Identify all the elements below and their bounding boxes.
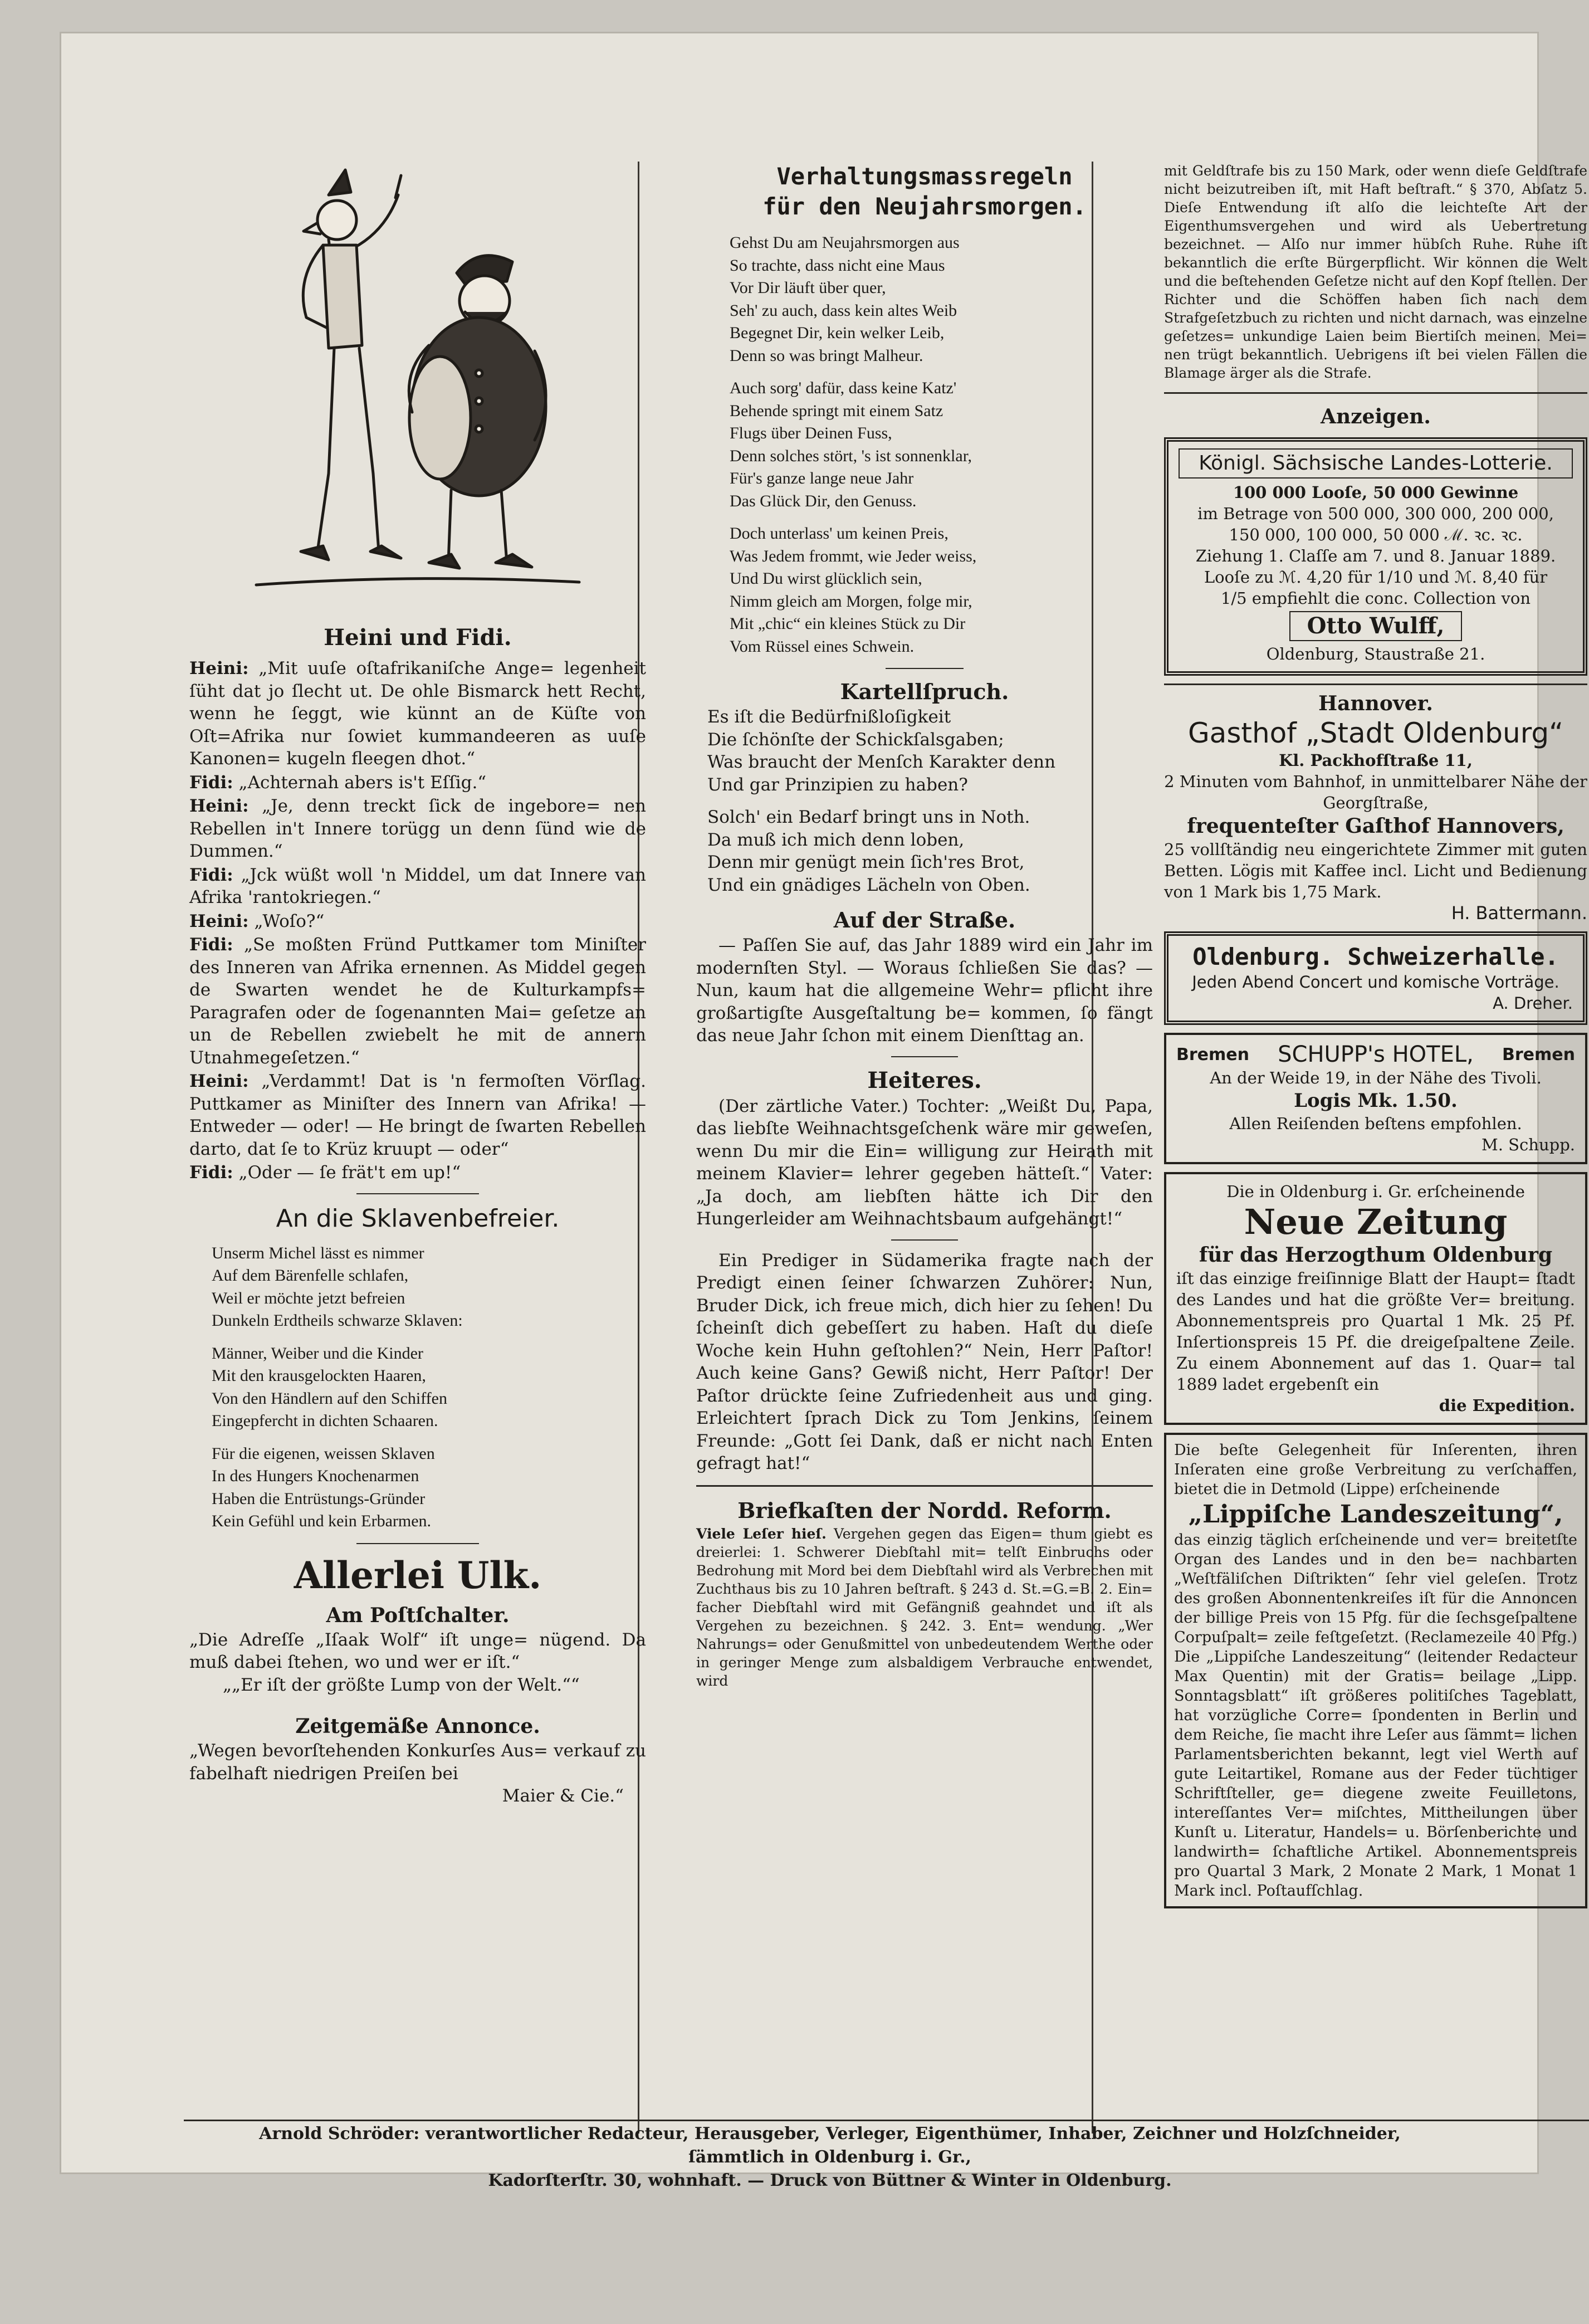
- dialogue-text: „Mit uuſe oſtafrikaniſche Ange= legenheit ſüht dat jo ſlecht ut. De ohle Bismarck hett Recht, wenn he ſeggt, wie künnt an de Küſte von Oſt=Afrika nur ſowiet kummandeeren as uuſe Kanonen= kugeln fleegen dhot.“: [189, 658, 646, 769]
- dialogue-line: [189, 910, 646, 933]
- lotterie-addr: Oldenburg, Staustraße 21.: [1266, 645, 1485, 663]
- poem-sklaven: [212, 1242, 646, 1533]
- lotterie-line: Ziehung 1. Claſſe am 7. und 8. Januar 1889.: [1195, 546, 1556, 565]
- dialogue-line: [189, 795, 646, 863]
- dialogue-speaker: Heini:: [189, 911, 249, 931]
- verse-line: Doch unterlass' um keinen Preis,: [730, 524, 948, 543]
- stanza: [707, 806, 1153, 896]
- annonce-sign: Maier & Cie.“: [502, 1786, 624, 1806]
- divider: [356, 1193, 479, 1194]
- dialogue-line: [189, 1161, 646, 1184]
- footer-imprint: [217, 2122, 1443, 2193]
- lotterie-line: 100 000 Looſe, 50 000 Gewinne: [1233, 483, 1519, 502]
- stanza: [707, 706, 1153, 796]
- dialogue-speaker: Fidi:: [189, 865, 233, 885]
- verse-line: Denn so was bringt Malheur.: [730, 346, 923, 365]
- stanza: [212, 1342, 646, 1433]
- verse-line: Für die eigenen, weissen Sklaven: [212, 1444, 435, 1463]
- verse-line: Gehst Du am Neujahrsmorgen aus: [730, 233, 960, 252]
- schupp-city: Bremen: [1502, 1044, 1575, 1065]
- verse-line: Vor Dir läuft über quer,: [730, 279, 886, 297]
- ad-lotterie: [1164, 437, 1587, 676]
- ad-schupp: [1164, 1033, 1587, 1164]
- verse-line: Seh' zu auch, dass kein altes Weib: [730, 301, 957, 320]
- dialogue-speaker: Fidi:: [189, 1163, 233, 1183]
- divider: [1164, 683, 1587, 685]
- dialogue: [189, 657, 646, 1184]
- post-text: „Die Adreſſe „Iſaak Wolf“ iſt unge= nügend. Da muß dabei ſtehen, wo und wer er iſt.“: [189, 1629, 646, 1672]
- hannover-line: 2 Minuten vom Bahnhof, in unmittelbarer Nähe der Georgſtraße,: [1164, 772, 1587, 812]
- verse-line: Und ein gnädiges Lächeln von Oben.: [707, 875, 1030, 895]
- dialogue-line: [189, 1070, 646, 1160]
- ad-schweizerhalle: [1164, 931, 1587, 1025]
- dialogue-line: [189, 772, 646, 794]
- poem-title: An die Sklavenbefreier.: [276, 1204, 560, 1233]
- verse-line: Solch' ein Bedarf bringt uns in Noth.: [707, 807, 1030, 827]
- briefkasten-title: Briefkaſten der Nordd. Reform.: [737, 1497, 1112, 1523]
- hannover-name: Gasthof „Stadt Oldenburg“: [1187, 717, 1564, 749]
- dialogue-line: [189, 934, 646, 1069]
- verse-line: Von den Händlern auf den Schiffen: [212, 1389, 447, 1408]
- dialogue-text: „Achternah abers is't Eſſig.“: [233, 772, 487, 793]
- heiteres-1: (Der zärtliche Vater.) Tochter: „Weißt Du, Papa, das liebſte Weihnachtsgeſchenk wäre mir geweſen, wenn Du mir die Ein= willigung zur Heirath mit meinem Klavier= lehrer gegeben hätteſt.“ Vater: „Ja doch, am liebſten hätte ich Dir den Hungerleider am Weihnachtsbaum aufgehängt!“: [696, 1096, 1153, 1229]
- hannover-line: 25 vollſtändig neu eingerichtete Zimmer mit guten Betten. Lögis mit Kaffee incl. Licht und Bedienung von 1 Mark bis 1,75 Mark.: [1164, 840, 1587, 901]
- verse-line: Da muß ich mich denn loben,: [707, 829, 965, 850]
- ad-hannover: [1164, 691, 1587, 924]
- verse-line: Denn mir genügt mein ſich'res Brot,: [707, 852, 1025, 872]
- verse-line: Dunkeln Erdtheils schwarze Sklaven:: [212, 1311, 463, 1330]
- neue-line: Die in Oldenburg i. Gr. erſcheinende: [1226, 1182, 1525, 1201]
- imprint-line: Arnold Schröder: verantwortlicher Redacteur, Herausgeber, Verleger, Eigenthümer, Inhaber, Zeichner und Holzſchneider, ſämmtlich in Oldenburg i. Gr.,: [259, 2124, 1401, 2167]
- stanza: [730, 377, 1153, 512]
- dialogue-text: „Oder — ſe frät't em up!“: [233, 1163, 461, 1183]
- divider: [891, 1056, 958, 1057]
- stanza: [730, 232, 1153, 367]
- schupp-line: Allen Reiſenden beſtens empfohlen.: [1229, 1114, 1522, 1133]
- verse-line: Haben die Entrüstungs-Gründer: [212, 1489, 426, 1508]
- verse-line: Weil er möchte jetzt befreien: [212, 1288, 405, 1307]
- dialogue-line: [189, 864, 646, 909]
- kartell-title: Kartellſpruch.: [840, 679, 1009, 704]
- lippe-text: das einzig täglich erſcheinende und ver= breitetſte Organ des Landes und in den be= nachbarten „Weſtfäliſchen Diſtrikten“ ſehr viel geleſen. Trotz des großen Abonnentenkreiſes iſt für die Annoncen der billige Preis von 15 Pfg. für die ſechsgeſpaltene Corpuſpalt= zeile feſtgeſetzt. (Reclamezeile 40 Pfg.) Die „Lippiſche Landeszeitung“ (leitender Redacteur Max Quentin) mit der Gratis= beilage „Lipp. Sonntagsblatt“ iſt größeres politiſches Tageblatt, hat vorzügliche Corre= ſpondenten in Berlin und dem Reiche, ſie macht ihre Leſer aus ſämmt= lichen Parlamentsberichten bekannt, legt viel Werth auf gute Leitartikel, Romane aus der Feder tüchtiger Schriftſteller, ge= diegene zweite Feuilletons, intereſſantes Ver= miſchtes, Mittheilungen über Kunſt u. Literatur, Handels= u. Börſenberichte und landwirth= ſchaftliche Artikel. Abonnementspreis pro Quartal 3 Mark, 2 Monate 2 Mark, 1 Monat 1 Mark incl. Poſtaufſchlag.: [1174, 1531, 1577, 1900]
- verse-line: Was Jedem frommt, wie Jeder weiss,: [730, 546, 977, 565]
- anzeigen-title: Anzeigen.: [1321, 405, 1431, 428]
- verse-line: Und gar Prinzipien zu haben?: [707, 774, 968, 795]
- dialogue-speaker: Fidi:: [189, 772, 233, 793]
- ad-lippische: [1164, 1433, 1587, 1908]
- dialogue-line: [189, 657, 646, 770]
- schupp-sign: M. Schupp.: [1482, 1135, 1575, 1154]
- verse-line: Kein Gefühl und kein Erbarmen.: [212, 1512, 432, 1530]
- verse-line: Auch sorg' dafür, dass keine Katz': [730, 379, 957, 397]
- dialogue-speaker: Heini:: [189, 658, 249, 678]
- verse-line: Flugs über Deinen Fuss,: [730, 424, 892, 442]
- verse-line: Mit den krausgelockten Haaren,: [212, 1366, 426, 1385]
- neue-name: Neue Zeitung: [1244, 1202, 1508, 1242]
- heini-fidi-cartoon: [245, 162, 590, 613]
- verse-line: Nimm gleich am Morgen, folge mir,: [730, 592, 972, 611]
- heiteres-2: Ein Prediger in Südamerika fragte nach der Predigt einen ſeiner ſchwarzen Zuhörer: Nun, Bruder Dick, ich freue mich, dich hier zu ſehen! Du ſcheinſt dich gebeſſert zu haben. Haſt du dieſe Woche kein Huhn geſtohlen?“ Nein, Herr Paſtor! Auch keine Gans? Gewiß nicht, Herr Paſtor! Der Paſtor drückte ſeine Zufriedenheit aus und ging. Erleichtert ſprach Dick zu Tom Jenkins, ſeinem Freunde: „Gott ſei Dank, daß er nicht nach Enten gefragt hat!“: [696, 1250, 1153, 1473]
- briefkasten-lead: Viele Leſer hieſ.: [696, 1525, 827, 1542]
- stanza: [212, 1242, 646, 1332]
- hannover-line: Kl. Packhofſtraße 11,: [1279, 751, 1473, 770]
- column-3: [1164, 162, 1587, 1916]
- briefkasten-cont: mit Geldſtrafe bis zu 150 Mark, oder wenn dieſe Geldſtrafe nicht beizutreiben iſt, mit Haft beſtraft.“ § 370, Abſatz 5. Dieſe Entwendung iſt alſo die leichteſte Art der Eigenthumsvergehen und wird als Uebertretung bezeichnet. — Alſo nur immer hübſch Ruhe. Ruhe iſt bekanntlich die erſte Bürgerpflicht. Wir können die Welt und die beſtehenden Geſetze nicht auf den Kopf ſtellen. Der Richter und die Schöffen haben ſich nach dem Strafgeſetzbuch zu richten und nicht darnach, was einzelne geſetzes= unkundige Laien beim Biertiſch meinen. Mei= nen trügt bekanntlich. Uebrigens iſt bei vielen Fällen die Blamage ärger als die Strafe.: [1164, 163, 1587, 381]
- divider: [696, 1485, 1153, 1487]
- heiteres-title: Heiteres.: [867, 1067, 982, 1093]
- hannover-sign: H. Battermann.: [1451, 902, 1587, 924]
- verse-line: Vom Rüssel eines Schwein.: [730, 637, 915, 656]
- annonce-text: „Wegen bevorſtehenden Konkurſes Aus= verkauf zu fabelhaft niedrigen Preiſen bei: [189, 1741, 646, 1784]
- hannover-line: frequenteſter Gaſthof Hannovers,: [1187, 814, 1564, 838]
- verse-line: Begegnet Dir, kein welker Leib,: [730, 324, 945, 342]
- imprint-line: Kadorſterſtr. 30, wohnhaft. — Druck von Büttner & Winter in Oldenburg.: [488, 2171, 1172, 2190]
- lotterie-line: Looſe zu ℳ. 4,20 für 1/10 und ℳ. 8,40 für: [1204, 568, 1548, 587]
- column-2: [696, 162, 1153, 1690]
- divider: [356, 1543, 479, 1544]
- neujahr-title-1: Verhaltungsmassregeln: [776, 163, 1073, 190]
- stanza: [212, 1443, 646, 1533]
- poem-kartell: [707, 706, 1153, 896]
- lotterie-line: 150 000, 100 000, 50 000 ℳ. ꝛc. ꝛc.: [1229, 525, 1523, 544]
- schweizer-line: Jeden Abend Concert und komische Vorträge.: [1192, 973, 1559, 992]
- newspaper-page: [61, 33, 1587, 2172]
- dialogue-text: „Verdammt! Dat is 'n fermoſten Vörſlag. Puttkamer as Miniſter des Innern van Afrika! — Entweder — oder! — He bringt de ſwarten Rebellen darto, dat ſe to Krüz kruupt — oder“: [189, 1071, 646, 1159]
- lotterie-line: im Betrage von 500 000, 300 000, 200 000,: [1197, 504, 1554, 523]
- hannover-city: Hannover.: [1318, 692, 1433, 715]
- ulk-title: Allerlei Ulk.: [294, 1553, 542, 1597]
- schweizer-sign: A. Dreher.: [1493, 994, 1573, 1013]
- lotterie-title: Königl. Sächsische Landes-Lotterie.: [1179, 448, 1573, 479]
- strasse-text: — Paſſen Sie auf, das Jahr 1889 wird ein Jahr im modernſten Styl. — Woraus ſchließen Sie das? — Nun, kaum hat die allgemeine Wehr= pflicht ihre großartigſte Ausgeſtaltung be= kommen, ſo fängt das neue Jahr ſchon mit einem Dienſttag an.: [696, 935, 1153, 1046]
- briefkasten-text: Vergehen gegen das Eigen= thum giebt es dreierlei: 1. Schwerer Diebſtahl mit= telſt Einbruchs oder Bedrohung mit Mord bei dem Diebſtahl wird als Verbrechen mit Zuchthaus bis zu 10 Jahren beſtraft. § 243 d. St.=G.=B. 2. Ein= facher Diebſtahl wird mit Gefängniß geahndet und iſt als Vergehen zu bezeichnen. § 242. 3. Ent= wendung. „Wer Nahrungs= oder Genußmittel von unbedeutendem Werthe oder in geringer Menge zum alsbaldigem Verbrauche entwendet, wird: [696, 1525, 1153, 1689]
- stanza: [730, 523, 1153, 658]
- verse-line: Was braucht der Menſch Karakter denn: [707, 752, 1056, 772]
- schupp-city: Bremen: [1176, 1044, 1249, 1065]
- verse-line: Behende springt mit einem Satz: [730, 401, 943, 420]
- schupp-name: SCHUPP's HOTEL,: [1278, 1042, 1474, 1067]
- lippe-name: „Lippiſche Landeszeitung“,: [1188, 1500, 1563, 1529]
- verse-line: Für's ganze lange neue Jahr: [730, 469, 914, 487]
- dialogue-text: „Je, denn treckt ſick de ingebore= nen Rebellen in't Innere torügg un denn ſünd wie de Dummen.“: [189, 796, 646, 861]
- verse-line: Auf dem Bärenfelle schlafen,: [212, 1266, 409, 1285]
- verse-line: Die ſchönſte der Schickſalsgaben;: [707, 729, 1004, 750]
- ad-neue-zeitung: [1164, 1172, 1587, 1425]
- lotterie-name: Otto Wulff,: [1289, 611, 1463, 641]
- dialogue-text: „Se moßten Fründ Puttkamer tom Miniſter des Inneren van Afrika ernennen. As Middel gegen de Swarten wendet he de Kulturkampfs= Paragrafen oder de ſogenannten Mai= geſetze an un de Rebellen zwiebelt he mit de annern Utnahmegeſetzen.“: [189, 935, 646, 1068]
- dialogue-speaker: Fidi:: [189, 935, 233, 955]
- column-1: [189, 162, 646, 1808]
- neue-text: iſt das einzige freiſinnige Blatt der Haupt= ſtadt des Landes und hat die größte Ver= breitung. Abonnementspreis pro Quartal 1 Mk. 25 Pf. Inſertionspreis 15 Pf. die dreigeſpaltene Zeile. Zu einem Abonnement auf das 1. Quar= tal 1889 ladet ergebenſt ein: [1176, 1269, 1575, 1394]
- cartoon-title: Heini und Fidi.: [324, 624, 512, 651]
- poem-neujahr: [730, 232, 1153, 658]
- lippe-line: Die beſte Gelegenheit für Inſerenten, ihren Inſeraten eine große Verbreitung zu verſchaffen, bietet die in Detmold (Lippe) erſcheinende: [1174, 1442, 1577, 1498]
- lotterie-line: 1/5 empfiehlt die conc. Collection von: [1220, 589, 1531, 608]
- neue-sign: die Expedition.: [1439, 1396, 1575, 1415]
- strasse-title: Auf der Straße.: [833, 907, 1016, 932]
- neujahr-title-2: für den Neujahrsmorgen.: [762, 193, 1087, 220]
- schupp-line: Logis Mk. 1.50.: [1294, 1090, 1458, 1112]
- verse-line: Und Du wirst glücklich sein,: [730, 569, 922, 588]
- post-title: Am Poſtſchalter.: [326, 1603, 510, 1627]
- divider: [1164, 392, 1587, 394]
- verse-line: Männer, Weiber und die Kinder: [212, 1344, 423, 1363]
- dialogue-speaker: Heini:: [189, 796, 249, 816]
- schweizer-name: Oldenburg. Schweizerhalle.: [1192, 943, 1559, 970]
- dialogue-text: „Jck wüßt woll 'n Middel, um dat Innere van Afrika 'rantokriegen.“: [189, 865, 646, 907]
- verse-line: Das Glück Dir, den Genuss.: [730, 491, 917, 510]
- verse-line: Mit „chic“ ein kleines Stück zu Dir: [730, 614, 966, 633]
- verse-line: Denn solches stört, 's ist sonnenklar,: [730, 446, 972, 465]
- divider: [891, 1239, 958, 1241]
- annonce-title: Zeitgemäße Annonce.: [295, 1715, 540, 1738]
- verse-line: Eingepfercht in dichten Schaaren.: [212, 1412, 438, 1430]
- verse-line: Es iſt die Bedürfnißloſigkeit: [707, 707, 951, 727]
- verse-line: Unserm Michel lässt es nimmer: [212, 1243, 424, 1262]
- dialogue-text: „Woſo?“: [248, 911, 325, 931]
- footer-rule: [184, 2120, 1589, 2121]
- dialogue-speaker: Heini:: [189, 1071, 249, 1091]
- divider: [886, 668, 964, 669]
- post-reply: „„Er iſt der größte Lump von der Welt.““: [223, 1674, 580, 1695]
- verse-line: In des Hungers Knochenarmen: [212, 1467, 419, 1485]
- schupp-line: An der Weide 19, in der Nähe des Tivoli.: [1210, 1068, 1542, 1087]
- verse-line: So trachte, dass nicht eine Maus: [730, 256, 945, 275]
- neue-sub: für das Herzogthum Oldenburg: [1199, 1243, 1553, 1267]
